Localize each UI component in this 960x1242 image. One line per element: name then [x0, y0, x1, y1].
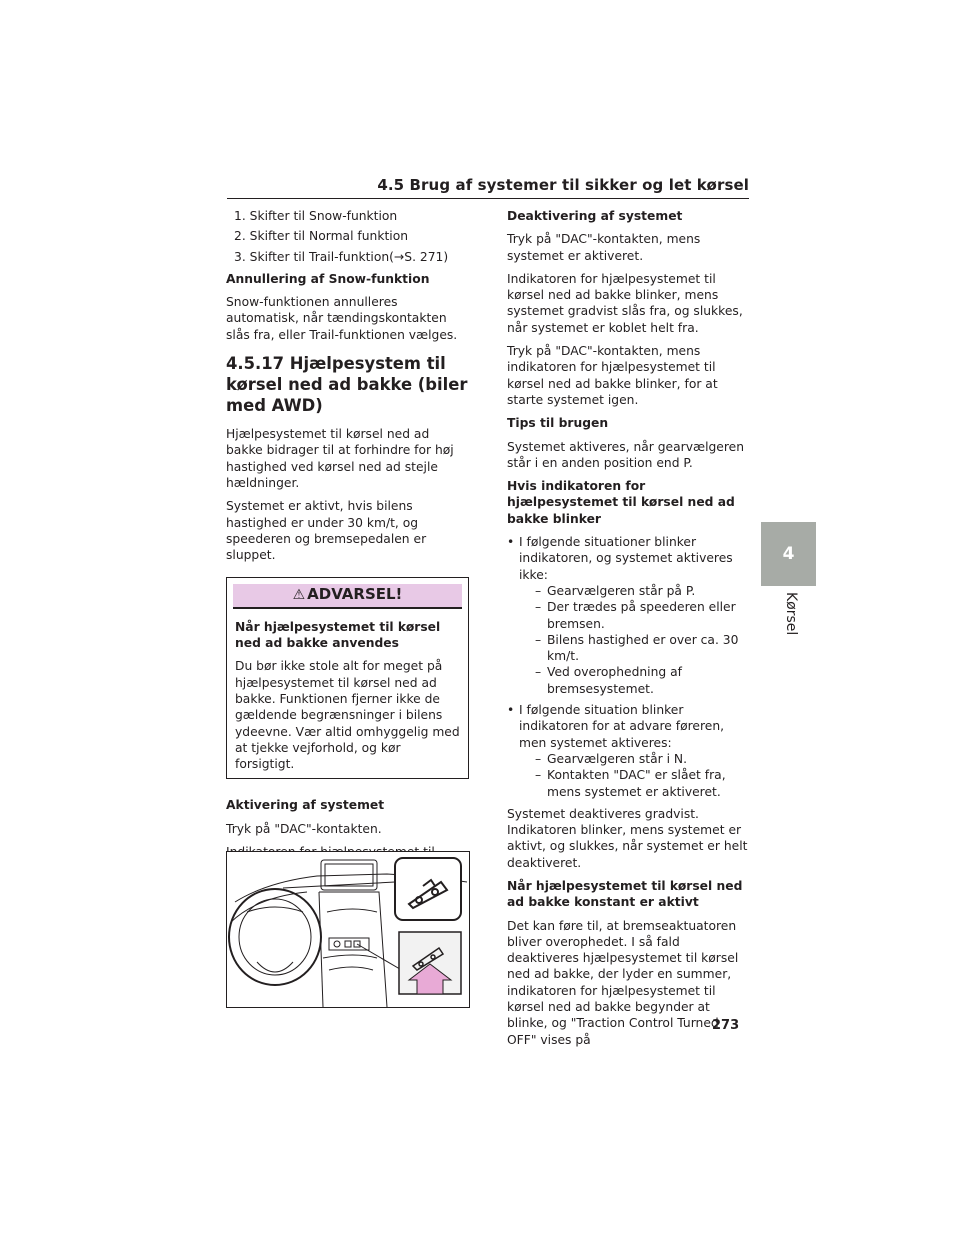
- cancel-text: Snow-funktionen annulleres automatisk, når tændingskontakten slås fra, eller Trail-funktionen vælges.: [226, 295, 458, 342]
- warning-box: [226, 577, 469, 779]
- warning-label: ADVARSEL!: [307, 585, 403, 604]
- sub-item: – Ved overophedning af bremsesystemet.: [519, 664, 750, 697]
- deactivation-text: Tryk på "DAC"-kontakten, mens indikatoren for hjælpesystemet til kørsel ned ad bakke blinker, for at starte systemet igen.: [507, 344, 718, 407]
- sub-item: – Gearvælgeren står i N.: [519, 751, 750, 767]
- dashboard-illustration: [226, 851, 470, 1008]
- chapter-number: 4: [782, 544, 795, 564]
- header-rule: [227, 198, 749, 199]
- list-item: [507, 702, 750, 800]
- gradual-text: Systemet deaktiveres gradvist. Indikatoren blinker, mens systemet er aktivt, og slukkes, når systemet er helt deaktiveret.: [507, 806, 748, 870]
- blink-list: [507, 534, 750, 800]
- step-item: 1. Skifter til Snow-funktion: [234, 209, 398, 223]
- activation-text: Tryk på "DAC"-kontakten.: [226, 821, 382, 836]
- deactivation-heading: Deaktivering af systemet: [507, 209, 683, 223]
- mode-steps: [226, 208, 469, 265]
- warning-text: Du bør ikke stole alt for meget på hjælpesystemet til kørsel ned ad bakke. Funktionen fjerner ikke de gældende begrænsninger i bilens ydeevne. Vær altid omhyggelig med at tjekke vejforhold, og kør forsigtigt.: [235, 659, 460, 772]
- sub-item: – Der trædes på speederen eller bremsen.: [519, 599, 750, 632]
- intro-paragraph: Hjælpesystemet til kørsel ned ad bakke bidrager til at forhindre for høj hastighed ved kørsel ned ad stejle hældninger.: [226, 427, 454, 490]
- bullet-text: I følgende situation blinker indikatoren for at advare føreren, men systemet aktiveres:: [519, 703, 725, 750]
- dac-indicator-icon: [395, 858, 461, 920]
- section-title: 4.5.17 Hjælpesystem til kørsel ned ad bakke (biler med AWD): [226, 354, 468, 416]
- sub-item: – Kontakten "DAC" er slået fra, mens systemet er aktiveret.: [519, 767, 750, 800]
- cancel-heading: Annullering af Snow-funktion: [226, 271, 430, 286]
- constant-text: Det kan føre til, at bremseaktuatoren bliver overophedet. I så fald deaktiveres hjælpesystemet til kørsel ned ad bakke, der lyder en summer, indikatoren for hjælpesystemet til kørsel ned ad bakke begynder at blinke, og "Traction Control Turned OFF" vises på: [507, 918, 739, 1047]
- dashboard-drawing: [227, 852, 469, 1007]
- warning-heading: Når hjælpesystemet til kørsel ned ad bakke anvendes: [235, 619, 441, 651]
- warning-triangle-icon: ⚠: [292, 587, 306, 604]
- step-item: 3. Skifter til Trail-funktion(→S. 271): [234, 249, 449, 264]
- activation-heading: Aktivering af systemet: [226, 798, 385, 813]
- chapter-label: Kørsel: [783, 592, 799, 636]
- warning-header: [233, 584, 462, 608]
- tips-text: Systemet aktiveres, når gearvælgeren står i en anden position end P.: [507, 439, 745, 470]
- chapter-tab: [761, 522, 816, 586]
- bullet-text: I følgende situationer blinker indikatoren, og systemet aktiveres ikke:: [519, 535, 733, 582]
- list-item: [507, 534, 750, 697]
- deactivation-text: Tryk på "DAC"-kontakten, mens systemet er aktiveret.: [507, 232, 701, 263]
- right-column: [507, 208, 750, 1055]
- blink-heading: Hvis indikatoren for hjælpesystemet til kørsel ned ad bakke blinker: [507, 479, 735, 526]
- deactivation-text: Indikatoren for hjælpesystemet til kørsel ned ad bakke blinker, mens systemet gradvist slås fra, og slukkes, når systemet er koblet helt fra.: [507, 271, 743, 335]
- tips-heading: Tips til brugen: [507, 416, 609, 431]
- sub-item: – Gearvælgeren står på P.: [519, 583, 750, 599]
- page-number: 273: [712, 1018, 740, 1033]
- intro-paragraph: Systemet er aktivt, hvis bilens hastighed er under 30 km/t, og speederen og bremsepedalen er sluppet.: [226, 499, 427, 563]
- step-item: 2. Skifter til Normal funktion: [234, 229, 409, 244]
- header-title: 4.5 Brug af systemer til sikker og let kørsel: [377, 176, 749, 194]
- sub-item: – Bilens hastighed er over ca. 30 km/t.: [519, 632, 750, 665]
- constant-heading: Når hjælpesystemet til kørsel ned ad bakke konstant er aktivt: [507, 878, 743, 910]
